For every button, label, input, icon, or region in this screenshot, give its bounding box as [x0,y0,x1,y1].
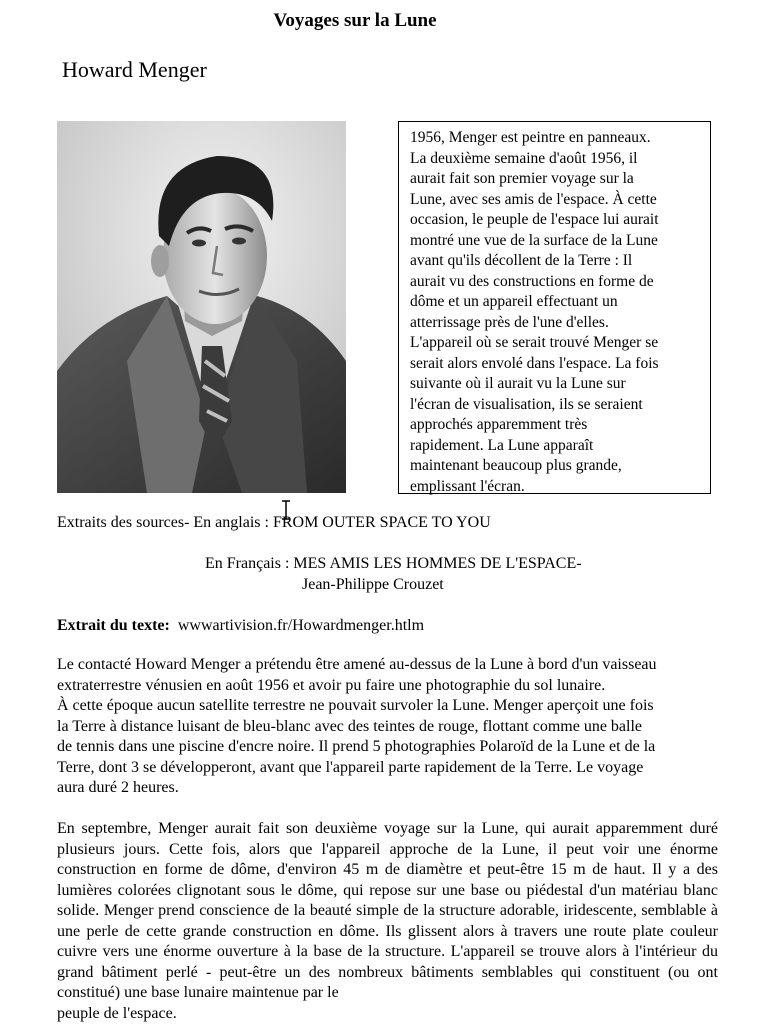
document-title: Voyages sur la Lune [273,10,437,31]
paragraph-2-last-line: peuple de l'espace. [57,1004,177,1022]
extract-label: Extrait du texte: [57,617,170,634]
info-line: dôme et un appareil effectuant un [410,293,618,310]
extract-line [57,617,424,635]
info-line: avant qu'ils décollent de la Terre : Il [410,252,633,269]
extract-url: wwwartivision.fr/Howardmenger.htlm [177,617,425,634]
info-line: approchés apparemment très [410,416,588,433]
paragraph-line: la Terre à distance luisant de bleu-blanc avec des teintes de rouge, flottant comme une balle [57,717,643,735]
paragraph-line: de tennis dans une piscine d'encre noire. Il prend 5 photographies Polaroïd de la Lune et de la [57,738,656,755]
info-line: L'appareil où se serait trouvé Menger se [410,334,659,351]
info-line: l'écran de visualisation, ils se seraient [410,395,643,413]
info-line: emplissant l'écran. [410,477,525,495]
info-line: La deuxième semaine d'août 1956, il [410,149,638,167]
paragraph-2-body: En septembre, Menger aurait fait son deuxième voyage sur la Lune, qui aurait apparemment duré plusieurs jours. Cette fois, alors que l'appareil approche de la Lune, il peut voir une énorme construction en forme de dôme, d'environ 45 m de diamètre et peut-être 15 m de haut. Il y a des lumières colorées clignotant sous le dôme, qui repose sur une base ou piédestal d'un matériau blanc solide. Menger prend conscience de la beauté simple de la structure adorable, iridescente, semblable à une perle de cette grande construction en dôme. Ils glissent alors à travers une route plate couleur cuivre vers une énorme ouverture à la base de la structure. L'appareil se trouve alors à l'intérieur du grand bâtiment perlé - peut-être un des nombreux bâtiments semblables qui constituent (ou ont constitué) une base lunaire maintenue par le [57,820,718,1001]
french-source-line: En Français : MES AMIS LES HOMMES DE L'ESPACE- [205,555,582,572]
sources-line: Extraits des sources- En anglais : FROM OUTER SPACE TO YOU [57,514,491,531]
french-source-author: Jean-Philippe Crouzet [302,576,444,593]
paragraph-line: À cette époque aucun satellite terrestre ne pouvait survoler la Lune. Menger aperçoit une fois [57,697,654,714]
info-line: Lune, avec ses amis de l'espace. À cette [410,190,657,208]
paragraph-line: aura duré 2 heures. [57,779,179,796]
paragraph-line: Le contacté Howard Menger a prétendu être amené au-dessus de la Lune à bord d'un vaisseau [57,656,657,673]
portrait-photo [57,121,346,493]
paragraph-line: Terre, dont 3 se développeront, avant que l'appareil parte rapidement de la Terre. Le voyage [57,758,644,776]
paragraph-1 [57,655,718,799]
paragraph-2 [57,819,718,1024]
info-line: maintenant beaucoup plus grande, [410,457,622,474]
info-line: rapidement. La Lune apparaît [410,436,594,454]
info-line: serait alors envolé dans l'espace. La fois [410,354,659,372]
info-box [398,121,711,494]
info-line: 1956, Menger est peintre en panneaux. [410,129,651,146]
info-line: occasion, le peuple de l'espace lui aurait [410,211,659,228]
info-line: suivante où il aurait vu la Lune sur [410,375,626,392]
author-name: Howard Menger [62,57,207,82]
paragraph-line: extraterrestre vénusien en août 1956 et avoir pu faire une photographie du sol lunaire. [57,676,606,694]
info-line: aurait vu des constructions en forme de [410,272,654,290]
info-line: atterrissage près de l'une d'elles. [410,313,609,331]
info-line: montré une vue de la surface de la Lune [410,231,658,249]
info-line: aurait fait son premier voyage sur la [410,170,634,187]
